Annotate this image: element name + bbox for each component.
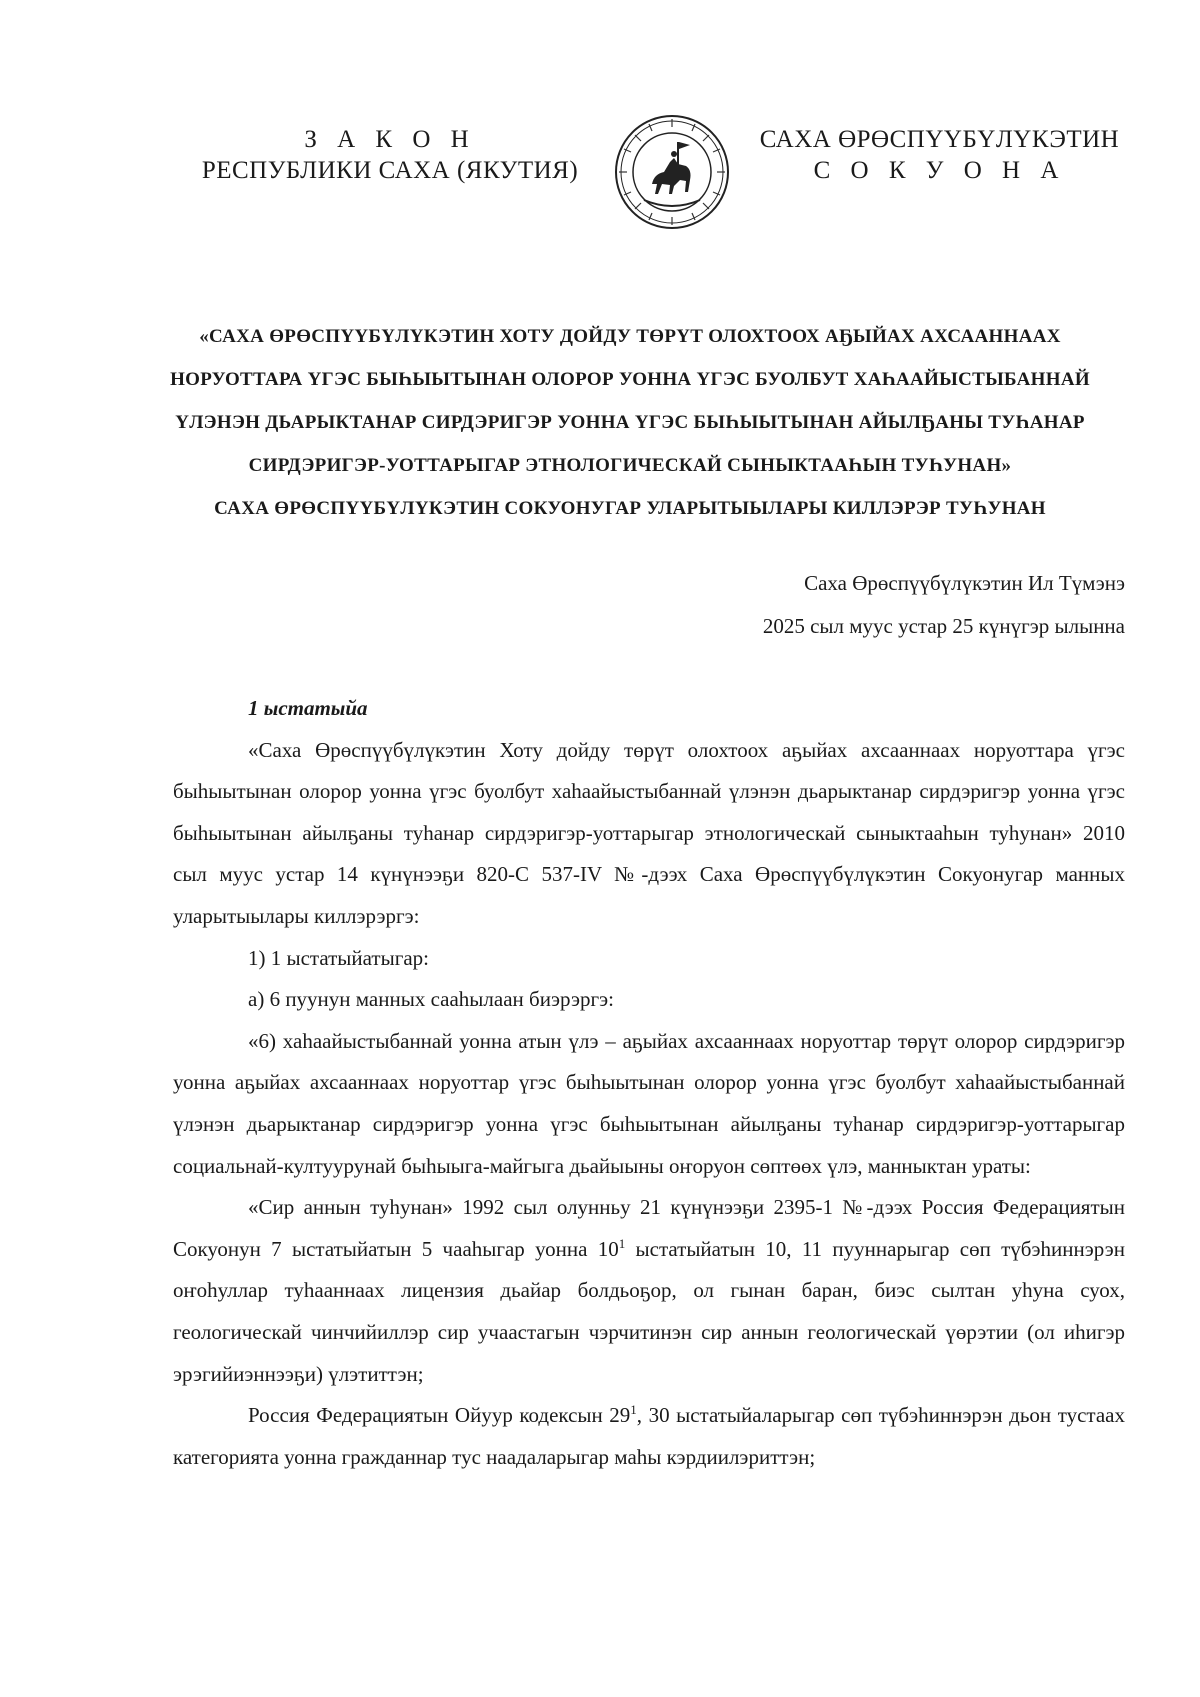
header-right-block xyxy=(742,124,1137,186)
law-title-line: СИРДЭРИГЭР-УОТТАРЫГАР ЭТНОЛОГИЧЕСКАЙ СЫНЫКТААҺЫН ТУҺУНАН» xyxy=(248,455,1012,476)
paragraph-text: «Сир аннын туһунан» 1992 сыл олунньу 21 күнүнээҕи 2395-1 №-дээх Россия Федерациятын Сокуонун 7 ыстатыйатын 5 чааһыгар уонна 10 xyxy=(173,1195,1125,1261)
paragraph: 1) 1 ыстатыйатыгар: xyxy=(248,945,429,970)
paragraph xyxy=(173,1187,1125,1395)
superscript: 1 xyxy=(630,1402,637,1418)
law-title-line: НОРУОТТАРА ҮГЭС БЫҺЫЫТЫНАН ОЛОРОР УОННА ҮГЭС БУОЛБУТ ХАҺААЙЫСТЫБАННАЙ xyxy=(170,369,1090,390)
paragraph: «Саха Өрөспүүбүлүкэтин Хоту дойду төрүт олохтоох аҕыйах ахсааннаах норуоттара үгэс быһыытынан олорор уонна үгэс буолбут хаһаайыстыбаннай үлэнэн дьарыктанар сирдэригэр уонна үгэс быһыытынан айылҕаны туһанар сирдэригэр-уоттарыгар этнологическай сыныктааһын туһунан» 2010 сыл муус устар 14 күнүнээҕи 820-С 537-IV №-дээх Саха Өрөспүүбүлүкэтин Сокуонугар манных уларытыылары киллэрэргэ: xyxy=(173,737,1125,928)
paragraph-text: ыстатыйатын 10, 11 пууннарыгар сөп түбэһиннэрэн оҥоһуллар туһааннаах лицензия дьайар болдьоҕор, ол гынан баран, биэс сылтан уһуна суох, геологическай чинчийиллэр сир учаастагын чэрчитинэн сир аннын геологическай үөрэтии (ол иһигэр эрэгийиэннээҕи) үлэтиттэн; xyxy=(173,1236,1125,1386)
paragraph-text: , 30 ыстатыйаларыгар сөп түбэһиннэрэн дьон тустаах категорията уонна гражданнар тус наадаларыгар маһы кэрдиилэриттэн; xyxy=(173,1403,1125,1469)
law-title-line: ҮЛЭНЭН ДЬАРЫКТАНАР СИРДЭРИГЭР УОННА ҮГЭС БЫҺЫЫТЫНАН АЙЫЛҔАНЫ ТУҺАНАР xyxy=(175,412,1085,433)
paragraph: а) 6 пуунун манных сааһылаан биэрэргэ: xyxy=(248,987,614,1012)
article-heading: 1 ыстатыйа xyxy=(248,696,368,720)
paragraph: «6) хаһаайыстыбаннай уонна атын үлэ – аҕыйах ахсааннаах норуоттар төрүт олорор сирдэригэр уонна аҕыйах ахсааннаах норуоттар үгэс быһыытынан олорор уонна үгэс буолбут хаһаайыстыбаннай үлэнэн дьарыктанар сирдэригэр уонна үгэс быһыытынан айылҕаны туһанар сирдэригэр-уоттарыгар социальнай-култуурунай быһыыга-майгыга дьайыыны оҥоруон сөптөөх үлэ, манныктан ураты: xyxy=(173,1028,1125,1178)
paragraph xyxy=(173,1395,1125,1478)
header-right-subtitle: С О К У О Н А xyxy=(813,157,1066,184)
header-right-title: САХА ӨРӨСПҮҮБҮЛҮКЭТИН xyxy=(759,126,1120,153)
adoption-block xyxy=(763,562,1125,648)
paragraph-text: Россия Федерациятын Ойуур кодексын 29 xyxy=(248,1403,631,1428)
coat-of-arms-emblem-icon xyxy=(614,114,730,230)
adoption-date: 2025 сыл муус устар 25 күнүгэр ылынна xyxy=(762,614,1125,638)
header-left-block xyxy=(200,124,580,186)
adopting-body: Саха Өрөспүүбүлүкэтин Ил Түмэнэ xyxy=(804,571,1125,595)
law-title-line: «САХА ӨРӨСПҮҮБҮЛҮКЭТИН ХОТУ ДОЙДУ ТӨРҮТ ОЛОХТООХ АҔЫЙАХ АХСААННААХ xyxy=(199,326,1061,347)
header-left-subtitle: РЕСПУБЛИКИ САХА (ЯКУТИЯ) xyxy=(201,157,579,184)
law-title xyxy=(150,315,1110,530)
law-title-line: САХА ӨРӨСПҮҮБҮЛҮКЭТИН СОКУОНУГАР УЛАРЫТЫЫЛАРЫ КИЛЛЭРЭР ТУҺУНАН xyxy=(214,498,1046,519)
header-left-title: З А К О Н xyxy=(304,126,476,153)
article-body xyxy=(173,688,1125,1478)
superscript: 1 xyxy=(618,1235,626,1251)
